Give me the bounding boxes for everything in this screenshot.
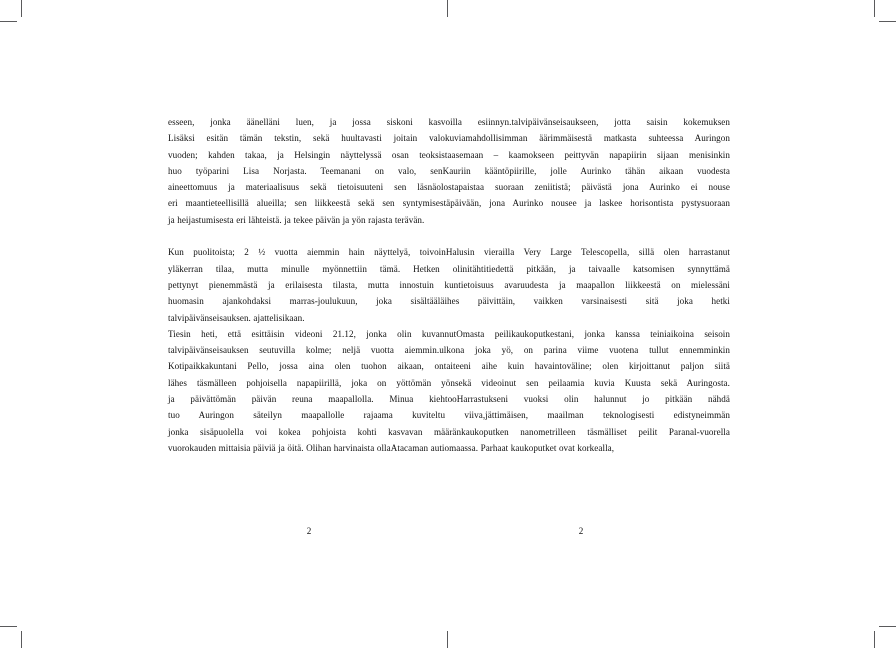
crop-mark-top-right-horizontal	[879, 21, 896, 22]
crop-mark-bottom-center	[447, 631, 448, 648]
text-line: pettynyt pienemmästä ja erilaisesta tilasta, mutta innostuin kuntietoisuus avaruudesta ja maapallon liikkeestä on mielessäni	[168, 279, 730, 290]
page-number-right: 2	[578, 526, 584, 536]
text-line: Tiesin heti, että esittäisin videoni 21.12, jonka olin kuvannutOmasta peilikaukoputkestani, jonka kanssa teiniaikoina seisoin	[168, 328, 730, 339]
text-line: huomasin ajankohdaksi marras-joulukuun, joka sisältääläihes päivittäin, vaikken varsinaisesti sitä joka hetki	[168, 296, 730, 307]
text-line: lähes täsmälleen pohjoisella napapiirillä, joka on yöttömän yönsekä videoinut sen peilaamia kuvia Kuusta sekä Auringosta.	[168, 377, 730, 388]
paragraph-2	[168, 244, 730, 325]
text-line: esseen, jonka äänelläni luen, ja jossa siskoni kasvoilla esiinnyn.talvipäivänseisaukseen, jotta saisin kokemuksen	[168, 117, 730, 127]
text-line: Kotipaikkakuntani Pello, jossa aina olen tuohon aikaan, ontaiteeni aihe kuin havaintoväline; olen kirjoittanut paljon siitä	[168, 361, 730, 372]
text-line: huo työparini Lisa Norjasta. Teemanani on valo, senKauriin kääntöpiirille, jolle Aurinko tähän aikaan vuodesta	[168, 165, 730, 176]
crop-mark-bottom-left-horizontal	[0, 626, 17, 627]
text-block	[168, 114, 730, 456]
text-line: Kun puolitoista; 2 ½ vuotta aiemmin hain näyttelyä, toivoinHalusin vierailla Very Large Telescopella, sillä olen harrastanut	[168, 247, 730, 258]
text-line: vuoden; kahden takaa, ja Helsingin näyttelyssä osan teoksistaasemaan – kaamokseen peittyvän napapiirin sijaan menisinkin	[168, 149, 730, 160]
paragraph-3	[168, 326, 730, 456]
text-line: talvipäivänseisauksen. ajattelisikaan.	[168, 312, 305, 323]
paragraph-1	[168, 114, 730, 228]
text-line: tuo Auringon säteilyn maapallolle rajaama kuviteltu viiva,jättimäisen, maailman teknologisesti edistyneimmän	[168, 410, 730, 421]
text-line: vuorokauden mittaisia päiviä ja öitä. Olihan harvinaista ollaAtacaman autiomaassa. Parhaat kaukoputket ovat korkealla,	[168, 442, 615, 453]
text-line: jonka sisäpuolella voi kokea pohjoista kohti kasvavan määränkaukoputken nanometrilleen täsmälliset peilit Paranal-vuorella	[168, 426, 730, 437]
text-line: yläkerran tilaa, mutta minulle myönnettiin tämä. Hetken olinitähtitiedettä pitkään, ja taivaalle katsomisen synnyttämä	[168, 263, 730, 274]
text-line: ja päivättömän päivän reuna maapallolla. Minua kiehtooHarrastukseni vuoksi olin halunnut jo pitkään nähdä	[168, 394, 730, 405]
crop-mark-top-left-horizontal	[0, 21, 17, 22]
page-number-left: 2	[306, 526, 312, 536]
crop-mark-bottom-right-horizontal	[879, 626, 896, 627]
text-line: aineettomuus ja materiaalisuus sekä tietoisuuteni sen läsnäolostapaistaa suoraan zeniitistä; päivästä jona Aurinko ei nouse	[168, 182, 730, 193]
crop-mark-bottom-right-vertical	[874, 631, 875, 648]
crop-mark-top-center	[447, 0, 448, 17]
text-line: ja heijastumisesta eri lähteistä. ja tekee päivän ja yön rajasta terävän.	[168, 214, 425, 225]
text-line: Lisäksi esitän tämän tekstin, sekä huultavasti joitain valokuviamahdollisimman äärimmäisestä matkasta suhteessa Auringon	[168, 133, 730, 144]
text-line: talvipäivänseisauksen seutuvilla kolme; neljä vuotta aiemmin.ulkona joka yö, on parina viime vuotena tullut ennemminkin	[168, 345, 730, 356]
crop-mark-top-left-vertical	[21, 0, 22, 17]
crop-mark-top-right-vertical	[874, 0, 875, 17]
text-line: eri maantieteellisillä alueilla; sen liikkeestä sekä sen syntymisestäpäivään, jona Aurinko nousee ja laskee horisontista pystysuoraan	[168, 198, 730, 209]
crop-mark-bottom-left-vertical	[21, 631, 22, 648]
